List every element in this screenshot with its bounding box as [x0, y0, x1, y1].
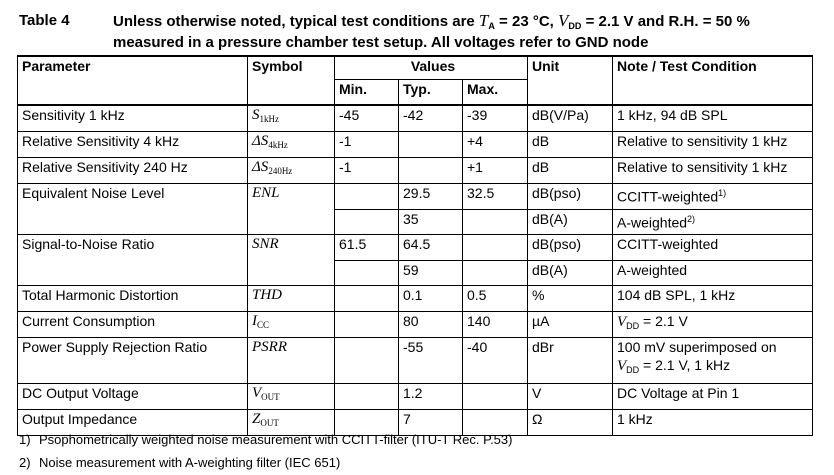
- min-cell: 61.5: [335, 235, 399, 261]
- symbol-cell: PSRR: [248, 338, 335, 384]
- unit-cell: dB: [528, 158, 613, 184]
- caption-text: Unless otherwise noted, typical test conditions are $T_A = 23$ °C, $V_{DD} = 2.1$ V and R.H. = 50 % measured in a pressure chamber test setup. All voltages refer to GND node: [113, 11, 750, 51]
- typ-cell: 35: [399, 209, 463, 235]
- max-cell: 0.5: [463, 286, 528, 312]
- header-note: Note / Test Condition: [613, 56, 813, 79]
- note-cell: $V_{DD} = 2.1$ V: [613, 312, 813, 338]
- unit-cell: dB(A): [528, 209, 613, 235]
- parameter-cell: Output Impedance: [18, 410, 248, 436]
- typ-cell: 0.1: [399, 286, 463, 312]
- symbol-cell: $Z_{OUT}$: [248, 410, 335, 436]
- symbol-cell: [248, 260, 335, 286]
- parameter-cell: Power Supply Rejection Ratio: [18, 338, 248, 384]
- typ-cell: 64.5: [399, 235, 463, 261]
- max-cell: [463, 235, 528, 261]
- parameter-cell: [18, 209, 248, 235]
- unit-cell: dB(A): [528, 260, 613, 286]
- parameter-cell: Sensitivity 1 kHz: [18, 105, 248, 132]
- symbol-cell: ENL: [248, 184, 335, 210]
- unit-cell: µA: [528, 312, 613, 338]
- note-cell: Relative to sensitivity 1 kHz: [613, 158, 813, 184]
- note-cell: 100 mV superimposed on $V_{DD} = 2.1$ V, 1 kHz: [613, 338, 813, 384]
- table-row: [18, 105, 813, 132]
- subheader-empty: [613, 79, 813, 105]
- subheader-row: [18, 79, 813, 105]
- subheader-empty: [18, 79, 248, 105]
- typ-cell: [399, 132, 463, 158]
- note-cell: 104 dB SPL, 1 kHz: [613, 286, 813, 312]
- parameter-cell: Relative Sensitivity 4 kHz: [18, 132, 248, 158]
- max-cell: [463, 260, 528, 286]
- typ-cell: 1.2: [399, 384, 463, 410]
- table-row: [18, 384, 813, 410]
- note-cell: Relative to sensitivity 1 kHz: [613, 132, 813, 158]
- typ-cell: 80: [399, 312, 463, 338]
- symbol-cell: $S_{1kHz}$: [248, 105, 335, 132]
- header-min: Min.: [335, 79, 399, 105]
- max-cell: [463, 209, 528, 235]
- min-cell: -1: [335, 158, 399, 184]
- table-row: [18, 338, 813, 384]
- specs-table: [17, 55, 813, 436]
- parameter-cell: [18, 260, 248, 286]
- max-cell: +1: [463, 158, 528, 184]
- typ-cell: 59: [399, 260, 463, 286]
- symbol-cell: $V_{OUT}$: [248, 384, 335, 410]
- max-cell: -39: [463, 105, 528, 132]
- unit-cell: %: [528, 286, 613, 312]
- footnote-2: 2) Noise measurement with A-weighting filter (IEC 651): [19, 455, 341, 470]
- max-cell: [463, 384, 528, 410]
- min-cell: [335, 312, 399, 338]
- parameter-cell: Signal-to-Noise Ratio: [18, 235, 248, 261]
- note-cell: A-weighted$^{2)}$: [613, 209, 813, 235]
- header-row: [18, 56, 813, 79]
- header-parameter: Parameter: [18, 56, 248, 79]
- max-cell: -40: [463, 338, 528, 384]
- header-unit: Unit: [528, 56, 613, 79]
- unit-cell: dB: [528, 132, 613, 158]
- min-cell: [335, 184, 399, 210]
- table-row: [18, 312, 813, 338]
- typ-cell: 7: [399, 410, 463, 436]
- typ-cell: [399, 158, 463, 184]
- header-typ: Typ.: [399, 79, 463, 105]
- parameter-cell: Relative Sensitivity 240 Hz: [18, 158, 248, 184]
- note-cell: 1 kHz: [613, 410, 813, 436]
- table-label: Table 4: [19, 12, 70, 29]
- symbol-cell: $\Delta S_{4kHz}$: [248, 132, 335, 158]
- subheader-empty: [248, 79, 335, 105]
- unit-cell: dBr: [528, 338, 613, 384]
- parameter-cell: DC Output Voltage: [18, 384, 248, 410]
- table-row: [18, 209, 813, 235]
- subheader-empty: [528, 79, 613, 105]
- table-row: [18, 260, 813, 286]
- min-cell: [335, 384, 399, 410]
- min-cell: [335, 209, 399, 235]
- header-symbol: Symbol: [248, 56, 335, 79]
- unit-cell: V: [528, 384, 613, 410]
- table-row: [18, 184, 813, 210]
- min-cell: -1: [335, 132, 399, 158]
- footnote-1: 1) Psophometrically weighted noise measurement with CCITT-filter (ITU-T Rec. P.53): [19, 432, 513, 447]
- symbol-cell: [248, 209, 335, 235]
- typ-cell: 29.5: [399, 184, 463, 210]
- symbol-cell: $I_{CC}$: [248, 312, 335, 338]
- header-values: Values: [335, 56, 528, 79]
- max-cell: +4: [463, 132, 528, 158]
- parameter-cell: Current Consumption: [18, 312, 248, 338]
- note-cell: CCITT-weighted$^{1)}$: [613, 184, 813, 210]
- note-cell: DC Voltage at Pin 1: [613, 384, 813, 410]
- max-cell: 140: [463, 312, 528, 338]
- typ-cell: -55: [399, 338, 463, 384]
- typ-cell: -42: [399, 105, 463, 132]
- note-cell: A-weighted: [613, 260, 813, 286]
- unit-cell: Ω: [528, 410, 613, 436]
- unit-cell: dB(pso): [528, 184, 613, 210]
- parameter-cell: Equivalent Noise Level: [18, 184, 248, 210]
- note-cell: 1 kHz, 94 dB SPL: [613, 105, 813, 132]
- min-cell: [335, 260, 399, 286]
- table-row: [18, 132, 813, 158]
- symbol-cell: SNR: [248, 235, 335, 261]
- symbol-cell: THD: [248, 286, 335, 312]
- table-row: [18, 158, 813, 184]
- min-cell: [335, 286, 399, 312]
- min-cell: [335, 338, 399, 384]
- parameter-cell: Total Harmonic Distortion: [18, 286, 248, 312]
- max-cell: 32.5: [463, 184, 528, 210]
- min-cell: -45: [335, 105, 399, 132]
- table-row: [18, 235, 813, 261]
- note-cell: CCITT-weighted: [613, 235, 813, 261]
- table-row: [18, 286, 813, 312]
- header-max: Max.: [463, 79, 528, 105]
- symbol-cell: $\Delta S_{240Hz}$: [248, 158, 335, 184]
- unit-cell: dB(pso): [528, 235, 613, 261]
- unit-cell: dB(V/Pa): [528, 105, 613, 132]
